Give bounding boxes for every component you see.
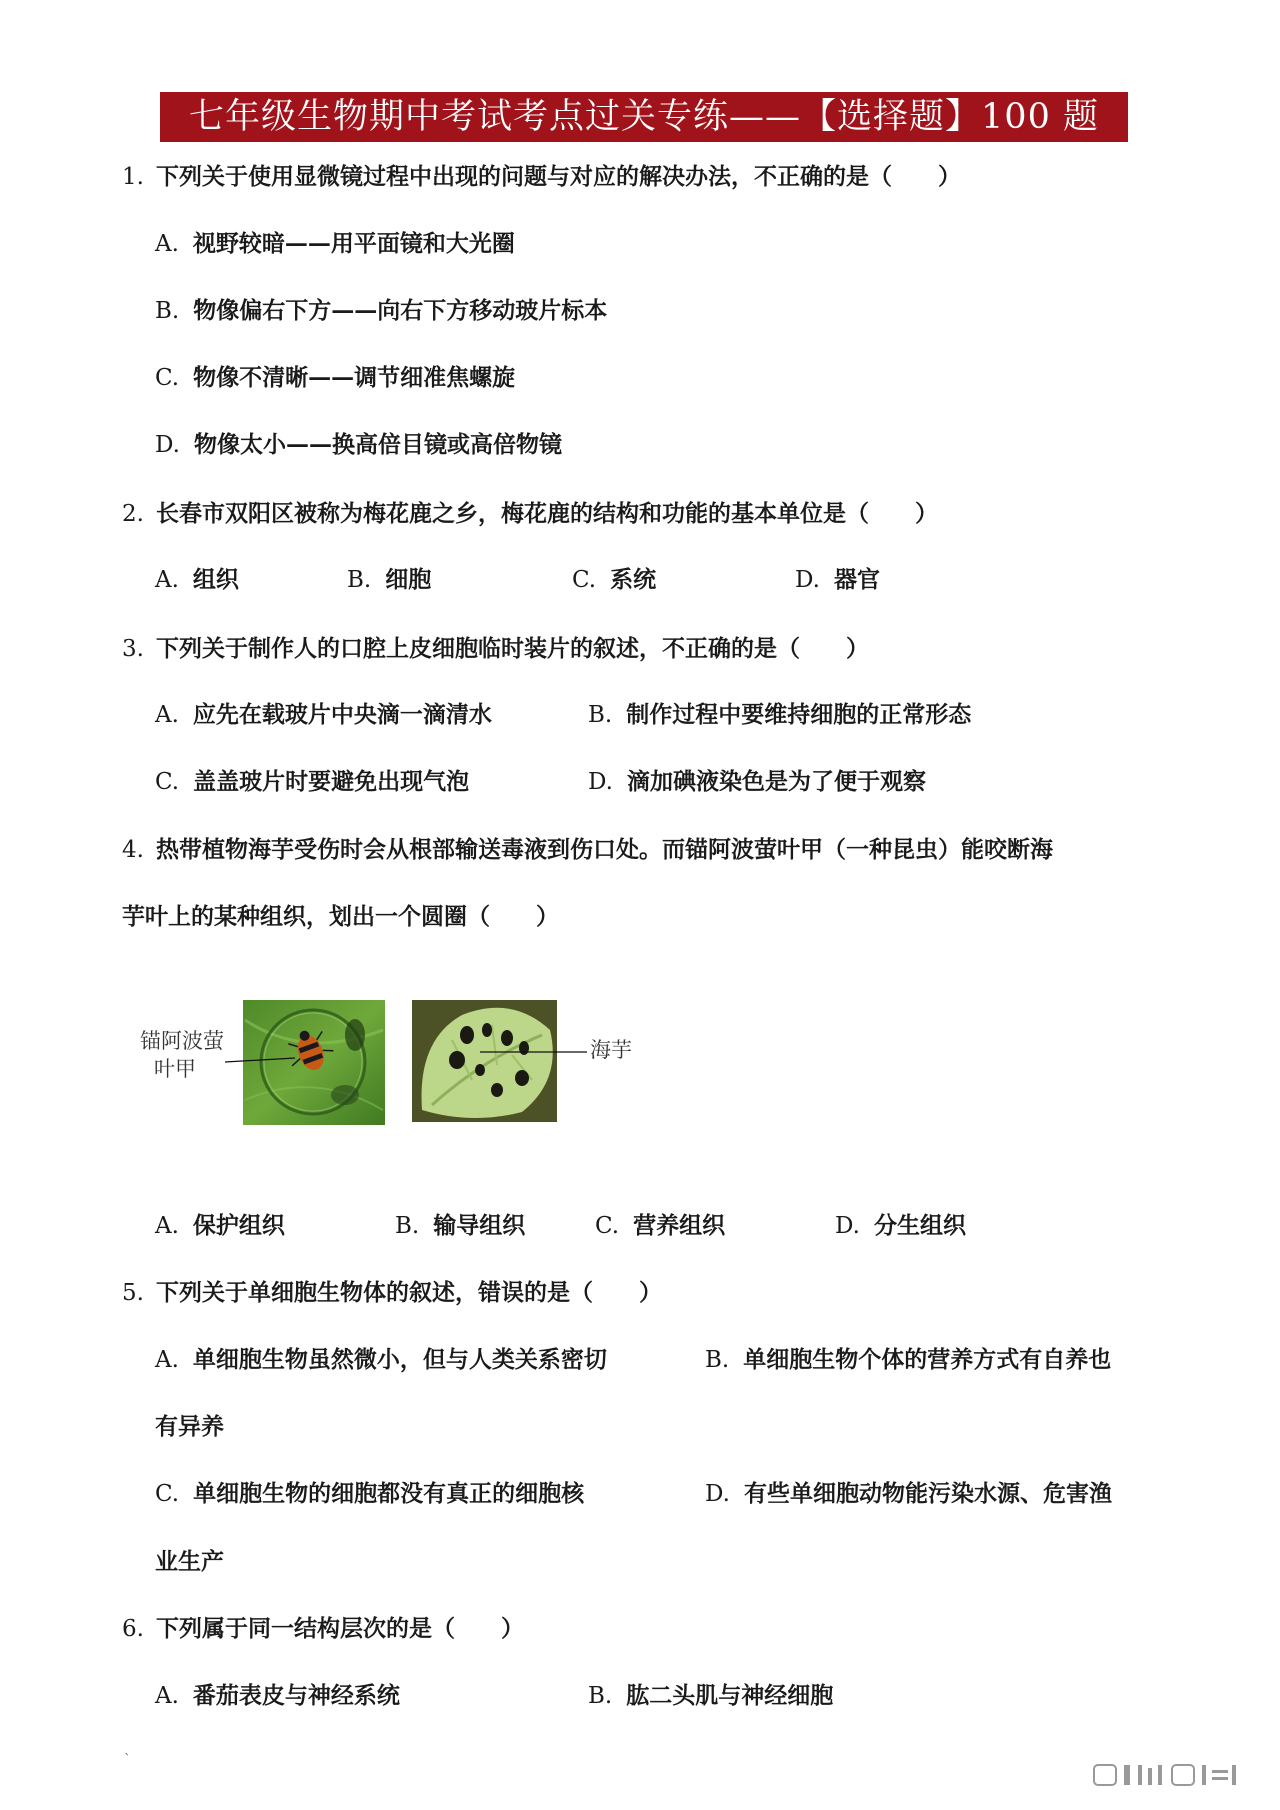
option-text: 单细胞生物个体的营养方式有自养也: [743, 1346, 1112, 1373]
option-text: 有些单细胞动物能污染水源、危害渔: [743, 1480, 1112, 1507]
question-number: 1.: [122, 164, 144, 190]
option-text: 肱二头肌与神经细胞: [626, 1682, 834, 1709]
option-text: 系统: [610, 566, 657, 593]
option-text: 视野较暗——用平面镜和大光圈: [192, 230, 515, 257]
option-letter: A.: [155, 702, 179, 728]
option-text: 单细胞生物的细胞都没有真正的细胞核: [193, 1480, 585, 1507]
option-text: 番茄表皮与神经系统: [192, 1682, 400, 1709]
question-4-option-d: [835, 1209, 966, 1243]
question-3-stem: [122, 632, 869, 666]
question-1-option-d: [155, 428, 562, 462]
option-text: 保护组织: [192, 1212, 285, 1239]
beetle-label-line1: 锚阿波萤: [140, 1029, 224, 1053]
question-5-option-d-cont: 业生产: [155, 1548, 224, 1575]
question-4-stem-line2: [122, 900, 559, 934]
option-text: 细胞: [385, 566, 432, 593]
option-text: 物像偏右下方——向右下方移动玻片标本: [193, 297, 608, 324]
question-number: 6.: [122, 1616, 144, 1642]
option-text: 物像不清晰——调节细准焦螺旋: [193, 364, 516, 391]
option-letter: D.: [705, 1481, 730, 1507]
question-1-option-a: [155, 227, 515, 261]
option-letter: C.: [155, 1481, 180, 1507]
option-letter: D.: [835, 1213, 860, 1239]
option-text: 输导组织: [433, 1212, 526, 1239]
option-text: 盖盖玻片时要避免出现气泡: [193, 768, 470, 795]
page-title: 七年级生物期中考试考点过关专练——【选择题】100 题: [160, 92, 1128, 142]
option-letter: D.: [588, 769, 613, 795]
option-letter: B.: [395, 1213, 420, 1239]
option-letter: C.: [155, 365, 180, 391]
question-number: 3.: [122, 636, 144, 662]
question-text: 下列关于单细胞生物体的叙述，错误的是（ ）: [155, 1279, 662, 1306]
question-2-option-c: [572, 563, 656, 597]
question-2-option-d: [795, 563, 880, 597]
question-text: 下列属于同一结构层次的是（ ）: [155, 1615, 524, 1642]
question-3-option-a: [155, 698, 492, 732]
question-4-option-b: [395, 1209, 525, 1243]
question-5-option-d: [705, 1477, 1112, 1511]
question-5-option-b: [705, 1343, 1111, 1377]
question-4-option-c: [595, 1209, 725, 1243]
option-text: 应先在载玻片中央滴一滴清水: [192, 701, 492, 728]
question-4-option-a: [155, 1209, 285, 1243]
question-1-stem: [122, 160, 961, 194]
question-6-option-b: [588, 1679, 833, 1713]
watermark-icon: [1092, 1762, 1252, 1788]
option-letter: A.: [155, 567, 179, 593]
question-1-option-c: [155, 361, 515, 395]
question-2-option-b: [347, 563, 431, 597]
option-letter: C.: [572, 567, 597, 593]
option-text: 组织: [192, 566, 239, 593]
question-number: 2.: [122, 501, 144, 527]
question-text: 芋叶上的某种组织，划出一个圆圈（ ）: [122, 903, 559, 930]
option-text: 器官: [833, 566, 880, 593]
question-6-stem: [122, 1612, 524, 1646]
option-text: 分生组织: [873, 1212, 966, 1239]
option-letter: A.: [155, 1347, 179, 1373]
beetle-label-line2: 叶甲: [154, 1057, 196, 1081]
question-6-option-a: [155, 1679, 400, 1713]
option-text: 滴加碘液染色是为了便于观察: [626, 768, 926, 795]
question-text: 下列关于制作人的口腔上皮细胞临时装片的叙述，不正确的是（ ）: [155, 635, 869, 662]
option-text: 制作过程中要维持细胞的正常形态: [626, 701, 972, 728]
option-text: 单细胞生物虽然微小，但与人类关系密切: [192, 1346, 607, 1373]
beetle-label: [140, 1027, 224, 1083]
question-3-option-b: [588, 698, 971, 732]
taro-label: 海芋: [590, 1038, 632, 1062]
question-text: 长春市双阳区被称为梅花鹿之乡，梅花鹿的结构和功能的基本单位是（ ）: [155, 500, 938, 527]
option-letter: D.: [795, 567, 820, 593]
question-5-option-b-cont: 有异养: [155, 1413, 224, 1440]
option-letter: D.: [155, 432, 180, 458]
question-2-stem: [122, 497, 938, 531]
question-4-stem-line1: [122, 833, 1053, 867]
option-letter: B.: [588, 1683, 613, 1709]
option-text: 物像太小——换高倍目镜或高倍物镜: [193, 431, 562, 458]
question-number: 4.: [122, 837, 144, 863]
question-5-stem: [122, 1276, 662, 1310]
option-letter: B.: [347, 567, 372, 593]
taro-leaf-photo: [412, 1000, 587, 1125]
option-letter: B.: [155, 298, 180, 324]
question-1-option-b: [155, 294, 607, 328]
option-letter: B.: [705, 1347, 730, 1373]
option-text: 营养组织: [633, 1212, 726, 1239]
option-letter: B.: [588, 702, 613, 728]
option-letter: C.: [155, 769, 180, 795]
question-3-option-d: [588, 765, 926, 799]
question-5-option-a: [155, 1343, 607, 1377]
option-letter: A.: [155, 1683, 179, 1709]
footer-mark: `: [124, 1752, 131, 1768]
question-number: 5.: [122, 1280, 144, 1306]
question-text: 下列关于使用显微镜过程中出现的问题与对应的解决办法，不正确的是（ ）: [155, 163, 961, 190]
option-letter: A.: [155, 231, 179, 257]
question-5-option-c: [155, 1477, 584, 1511]
beetle-photo: [225, 1000, 385, 1125]
option-letter: C.: [595, 1213, 620, 1239]
question-text: 热带植物海芋受伤时会从根部输送毒液到伤口处。而锚阿波萤叶甲（一种昆虫）能咬断海: [155, 836, 1053, 863]
option-letter: A.: [155, 1213, 179, 1239]
question-3-option-c: [155, 765, 469, 799]
question-2-option-a: [155, 563, 239, 597]
